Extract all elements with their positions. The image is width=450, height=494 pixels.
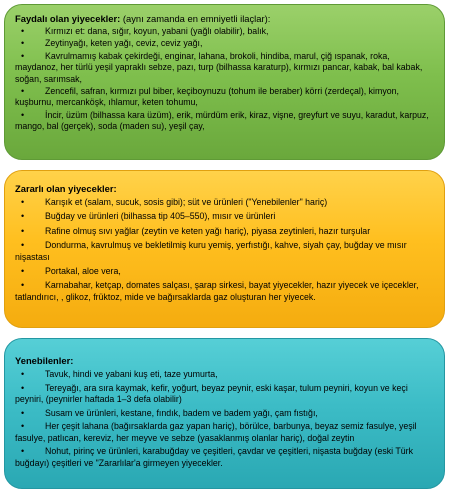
list-item bbox=[15, 110, 434, 133]
list-item-text: Kırmızı et: dana, sığır, koyun, yabani (yağlı olabilir), balık, bbox=[45, 26, 269, 36]
list-item-text: Tavuk, hindi ve yabani kuş eti, taze yumurta, bbox=[45, 369, 218, 379]
edible-foods-heading bbox=[15, 355, 434, 367]
bullet-icon: • bbox=[21, 369, 25, 379]
bullet-icon: • bbox=[21, 197, 25, 207]
list-item bbox=[15, 369, 434, 380]
bullet-icon: • bbox=[21, 421, 25, 432]
bullet-icon: • bbox=[21, 211, 25, 222]
bullet-icon: • bbox=[21, 280, 25, 291]
list-item bbox=[15, 51, 434, 85]
edible-foods-title: Yenebilenler: bbox=[15, 355, 74, 366]
bullet-icon: • bbox=[21, 26, 25, 36]
list-item bbox=[15, 280, 434, 303]
list-item-text: Buğday ve ürünleri (bilhassa tip 405–550), mısır ve ürünleri bbox=[45, 211, 276, 222]
list-item-text: Zeytinyağı, keten yağı, ceviz, ceviz yağı, bbox=[45, 38, 203, 49]
list-item bbox=[15, 421, 434, 444]
bullet-icon: • bbox=[21, 225, 25, 236]
list-item bbox=[15, 226, 434, 237]
list-item bbox=[15, 211, 434, 222]
list-item bbox=[15, 240, 434, 263]
list-item-text: Her çeşit lahana (bağırsaklarda gaz yapan hariç), börülce, barbunya, beyaz semiz fasulye, yeşil fasulye, patlıcan, kereviz, her meyve ve sebze (yasaklanmış olanlar hariç), doğal zeytin bbox=[15, 421, 417, 443]
bullet-icon: • bbox=[21, 38, 25, 49]
bullet-icon: • bbox=[21, 86, 25, 97]
beneficial-foods-list bbox=[15, 26, 434, 133]
list-item bbox=[15, 197, 434, 208]
edible-foods-panel bbox=[4, 338, 445, 489]
bullet-icon: • bbox=[21, 240, 25, 251]
list-item-text: Nohut, pirinç ve ürünleri, karabuğday ve çeşitleri, çavdar ve çeşitleri, nişasta buğday (eski Türk buğdayı) çeşitleri ve "Zararlılar'a girmeyen yiyecekler. bbox=[15, 446, 414, 468]
beneficial-foods-title: Faydalı olan yiyecekler: bbox=[15, 13, 121, 24]
list-item bbox=[15, 26, 434, 37]
edible-foods-list bbox=[15, 369, 434, 469]
harmful-foods-title: Zararlı olan yiyecekler: bbox=[15, 183, 117, 194]
list-item-text: Kavrulmamış kabak çekirdeği, enginar, lahana, brokoli, hindiba, marul, çiğ ıspanak, roka, maydanoz, her türlü yeşil yapraklı sebze, pazı, turp (bilhassa karaturp), kırmızı pancar, kabak, bal kabak, soğan, sarımsak, bbox=[15, 50, 423, 84]
harmful-foods-heading bbox=[15, 183, 434, 195]
bullet-icon: • bbox=[21, 109, 25, 120]
list-item bbox=[15, 86, 434, 109]
list-item bbox=[15, 446, 434, 469]
list-item-text: Zencefil, safran, kırmızı pul biber, keçiboynuzu (tohum ile beraber) körri (zerdeçal), kimyon, kuşburnu, mercanköşk, ıhlamur, keten tohumu, bbox=[15, 86, 399, 108]
bullet-icon: • bbox=[21, 50, 25, 61]
list-item bbox=[15, 408, 434, 419]
list-item-text: Karışık et (salam, sucuk, sosis gibi); süt ve ürünleri ("Yenebilenler" hariç) bbox=[45, 197, 328, 207]
list-item-text: Rafine olmuş sıvı yağlar (zeytin ve keten yağı hariç), piyasa zeytinleri, hazır turşular bbox=[45, 225, 371, 236]
list-item-text: Tereyağı, ara sıra kaymak, kefir, yoğurt, beyaz peynir, eski kaşar, tulum peyniri, koyun ve keçi peyniri, (peynirler haftada 1–3 defa olabilir) bbox=[15, 382, 408, 404]
list-item bbox=[15, 266, 434, 277]
bullet-icon: • bbox=[21, 446, 25, 457]
list-item bbox=[15, 383, 434, 406]
list-item-text: Portakal, aloe vera, bbox=[45, 266, 121, 277]
harmful-foods-panel bbox=[4, 170, 445, 328]
beneficial-foods-heading bbox=[15, 13, 434, 25]
beneficial-foods-subtitle: (aynı zamanda en emniyetli ilaçlar): bbox=[120, 13, 271, 24]
list-item-text: Dondurma, kavrulmuş ve bekletilmiş kuru yemiş, yerfıstığı, kahve, siyah çay, buğday ve mısır nişastası bbox=[15, 240, 407, 262]
list-item-text: İncir, üzüm (bilhassa kara üzüm), erik, mürdüm erik, kiraz, vişne, greyfurt ve suyu, karadut, karpuz, mango, bal (gerçek), soda (maden su), yeşil çay, bbox=[15, 109, 429, 132]
list-item bbox=[15, 38, 434, 49]
bullet-icon: • bbox=[21, 382, 25, 393]
list-item-text: Susam ve ürünleri, kestane, fındık, badem ve badem yağı, çam fıstığı, bbox=[45, 407, 318, 418]
list-item-text: Karnabahar, ketçap, domates salçası, şarap sirkesi, bayat yiyecekler, hazır yiyecek ve içecekler, tatlandırıcı, , glikoz, früktoz, mide ve bağırsaklarda gaz oluşturan her yiyecek. bbox=[15, 280, 419, 302]
bullet-icon: • bbox=[21, 407, 25, 418]
beneficial-foods-panel bbox=[4, 4, 445, 160]
harmful-foods-list bbox=[15, 197, 434, 303]
bullet-icon: • bbox=[21, 266, 25, 277]
